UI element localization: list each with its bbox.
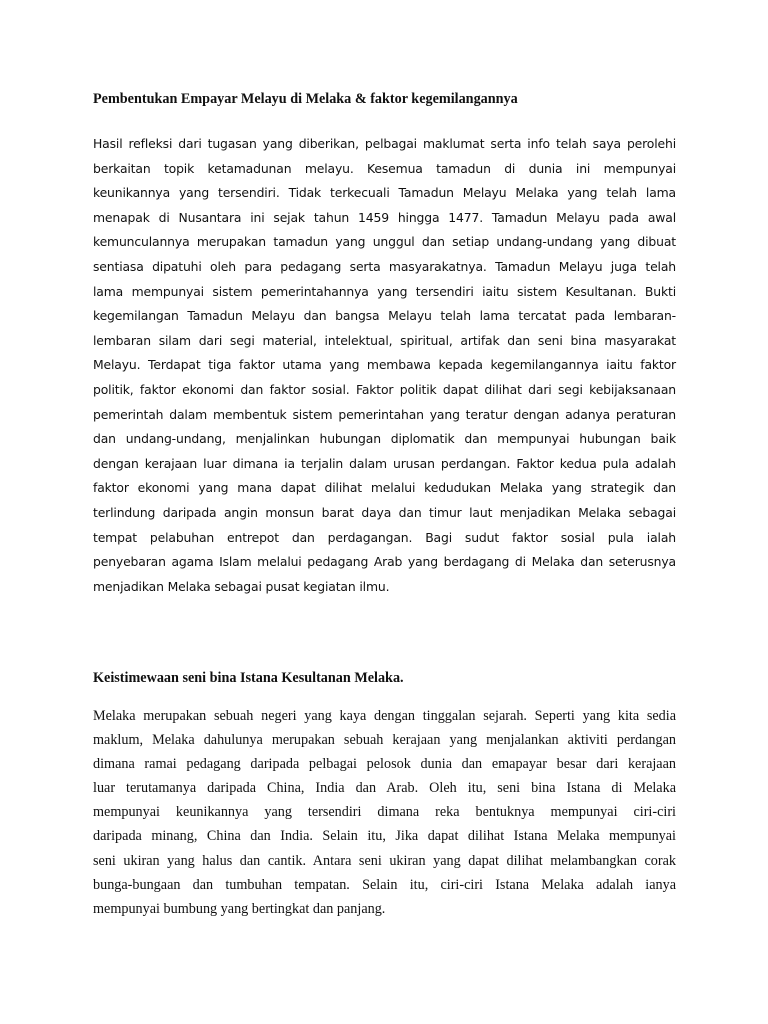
- section-heading-seni-bina: Keistimewaan seni bina Istana Kesultanan Melaka.: [93, 670, 404, 686]
- paragraph-line: menapak di Nusantara ini sejak tahun 1459 hingga 1477. Tamadun Melayu pada awal: [93, 209, 676, 225]
- paragraph-line: terlindung daripada angin monsun barat daya dan timur laut menjadikan Melaka sebagai: [93, 504, 676, 520]
- paragraph-line: sentiasa dipatuhi oleh para pedagang serta masyarakatnya. Tamadun Melayu juga telah: [93, 258, 676, 274]
- section-heading-empayar-melayu: Pembentukan Empayar Melayu di Melaka & faktor kegemilangannya: [93, 91, 518, 107]
- paragraph-line: seni ukiran yang halus dan cantik. Antara seni ukiran yang dapat dilihat melambangkan corak: [93, 852, 676, 869]
- paragraph-line: bunga-bungaan dan tumbuhan tempatan. Selain itu, ciri-ciri Istana Melaka adalah ianya: [93, 876, 676, 893]
- paragraph-line: faktor ekonomi yang mana dapat dilihat melalui kedudukan Melaka yang strategik dan: [93, 480, 676, 496]
- paragraph-line: Melaka merupakan sebuah negeri yang kaya dengan tinggalan sejarah. Seperti yang kita sedia: [93, 708, 676, 724]
- paragraph-line: lembaran silam dari segi material, intelektual, spiritual, artifak dan seni bina masyarakat: [93, 332, 676, 348]
- paragraph-line: dengan kerajaan luar dimana ia terjalin dalam urusan perdangan. Faktor kedua pula adalah: [93, 455, 676, 471]
- paragraph-line: daripada minang, China dan India. Selain itu, Jika dapat dilihat Istana Melaka mempunyai: [93, 828, 676, 845]
- paragraph-line: politik, faktor ekonomi dan faktor sosial. Faktor politik dapat dilihat dari segi kebijaksanaan: [93, 381, 676, 397]
- paragraph-line: dan undang-undang, menjalinkan hubungan diplomatik dan mempunyai hubungan baik: [93, 431, 676, 447]
- paragraph-line: berkaitan topik ketamadunan melayu. Kesemua tamadun di dunia ini mempunyai: [93, 160, 676, 176]
- paragraph-line: Melayu. Terdapat tiga faktor utama yang membawa kepada kegemilangannya iaitu faktor: [93, 357, 676, 373]
- paragraph-line: keunikannya yang tersendiri. Tidak terkecuali Tamadun Melayu Melaka yang telah lama: [93, 185, 676, 201]
- paragraph-line: lama mempunyai sistem pemerintahannya yang tersendiri iaitu sistem Kesultanan. Bukti: [93, 283, 676, 299]
- paragraph-line: penyebaran agama Islam melalui pedagang Arab yang berdagang di Melaka dan seterusnya: [93, 554, 676, 570]
- reflection-paragraph: [93, 132, 676, 599]
- paragraph-line: menjadikan Melaka sebagai pusat kegiatan ilmu.: [93, 578, 390, 594]
- paragraph-line: Hasil refleksi dari tugasan yang diberikan, pelbagai maklumat serta info telah saya perolehi: [93, 136, 676, 151]
- paragraph-line: mempunyai bumbung yang bertingkat dan panjang.: [93, 900, 386, 917]
- paragraph-line: luar terutamanya daripada China, India dan Arab. Oleh itu, seni bina Istana di Melaka: [93, 780, 676, 797]
- paragraph-line: tempat pelabuhan entrepot dan perdagangan. Bagi sudut faktor sosial pula ialah: [93, 529, 676, 545]
- paragraph-line: kemunculannya merupakan tamadun yang unggul dan setiap undang-undang yang dibuat: [93, 234, 676, 250]
- paragraph-line: mempunyai keunikannya yang tersendiri dimana reka bentuknya mempunyai ciri-ciri: [93, 804, 676, 821]
- paragraph-line: pemerintah dalam membentuk sistem pemerintahan yang teratur dengan adanya peraturan: [93, 406, 676, 422]
- paragraph-line: dimana ramai pedagang daripada pelbagai pelosok dunia dan emapayar besar dari kerajaan: [93, 756, 676, 773]
- paragraph-line: kegemilangan Tamadun Melayu dan bangsa Melayu telah lama tercatat pada lembaran-: [93, 308, 676, 324]
- architecture-paragraph: [93, 704, 676, 921]
- paragraph-line: maklum, Melaka dahulunya merupakan sebuah kerajaan yang menjalankan aktiviti perdangan: [93, 732, 676, 749]
